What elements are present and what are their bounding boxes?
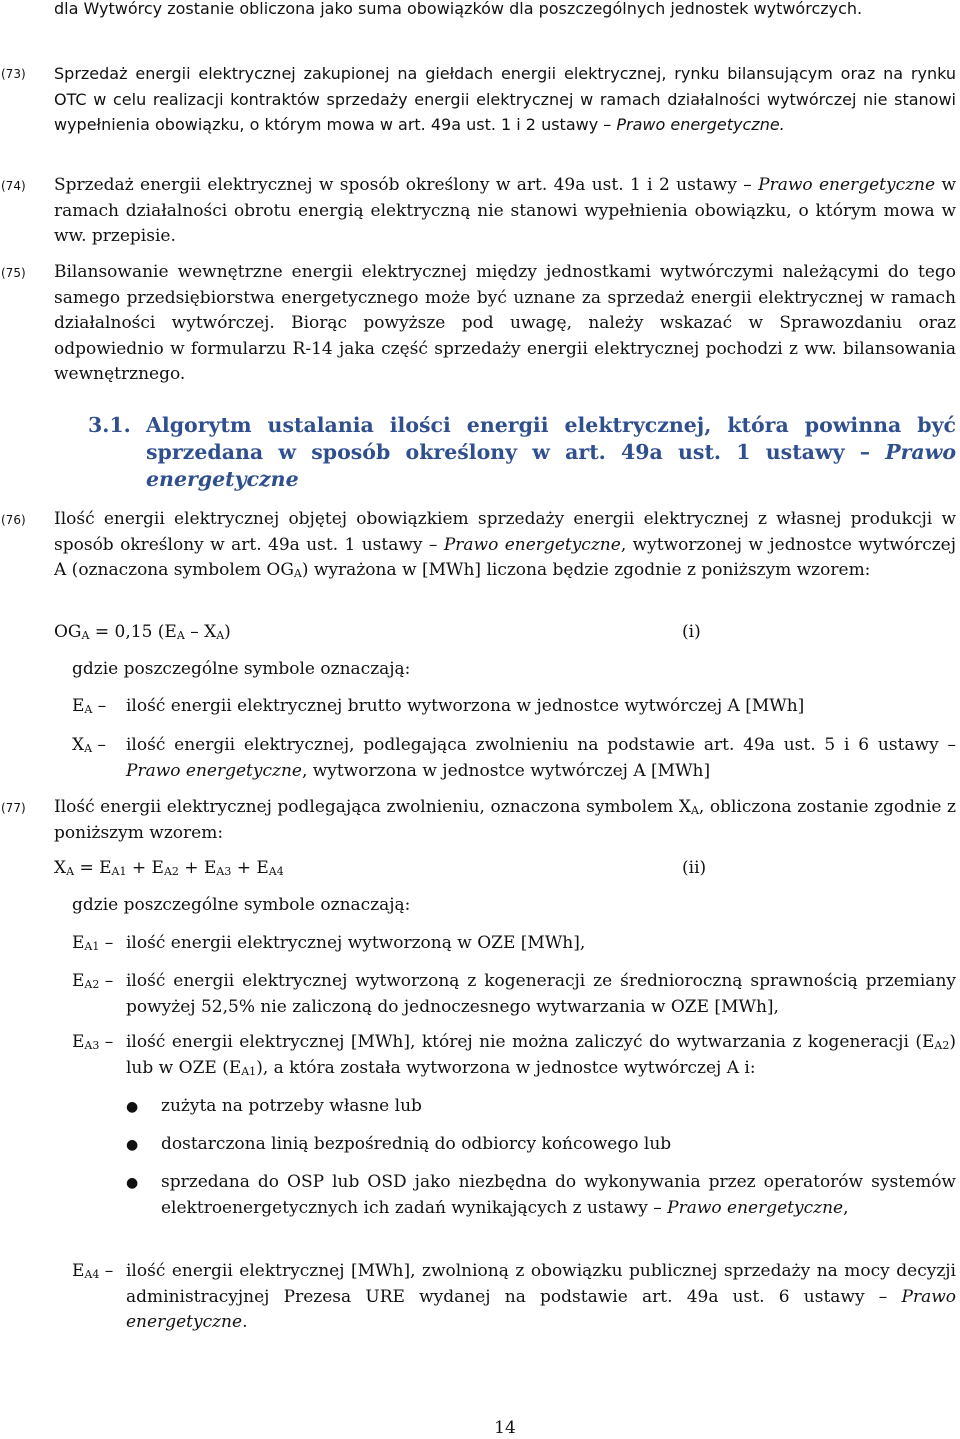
- dash: –: [99, 1261, 114, 1281]
- subscript: A: [66, 865, 75, 878]
- paragraph-74: [1, 173, 956, 250]
- definition-text-end: , wytworzona w jednostce wytwórczej A [MWh]: [301, 760, 711, 781]
- definition-body-ea: ilość energii elektrycznej brutto wytworzona w jednostce wytwórczej A [MWh]: [126, 696, 805, 716]
- symbol: E: [72, 971, 85, 991]
- section-number: 3.1.: [88, 413, 131, 437]
- subscript: A4: [84, 1268, 100, 1281]
- definition-term-xa: [72, 733, 106, 759]
- definition-term-ea2: [72, 969, 113, 995]
- formula-part: – X: [184, 622, 217, 642]
- subscript: A1: [84, 940, 100, 953]
- formula-symbol: X: [54, 858, 67, 878]
- subscript: A1: [241, 1064, 257, 1078]
- definition-text: ilość energii elektrycznej [MWh], zwolnioną z obowiązku publicznej sprzedaży na mocy decyzji administracyjnej Prezesa URE wydanej na podstawie art. 49a ust. 6 ustawy –: [126, 1261, 956, 1307]
- subscript: A: [216, 629, 225, 642]
- paragraph-number: (77): [1, 801, 26, 815]
- paragraph-76: [1, 507, 957, 584]
- paragraph-text: Bilansowanie wewnętrzne energii elektrycznej między jednostkami wytwórczymi należącymi do tego samego przedsiębiorstwa energetycznego może być uznane za sprzedaż energii elektrycznej w ramach działalności wytwórczej. Biorąc powyższe pod uwagę, należy wskazać w Sprawozdaniu oraz odpowiednio w formularzu R-14 jaka część sprzedaży energii elektrycznej pochodzi z ww. bilansowania wewnętrznego.: [54, 262, 956, 384]
- subscript: A4: [268, 865, 284, 878]
- definition-text: ) lub w OZE (E: [126, 1032, 956, 1078]
- paragraph-73: [1, 61, 956, 138]
- symbols-intro-1: gdzie poszczególne symbole oznaczają:: [72, 659, 411, 679]
- subscript: A: [293, 567, 302, 580]
- paragraph-text: Sprzedaż energii elektrycznej w sposób określony w art. 49a ust. 1 i 2 ustawy –: [54, 175, 752, 195]
- bullet-text: sprzedana do OSP lub OSD jako niezbędna do wykonywania przez operatorów systemów elektroenergetycznych ich zadań wynikających z ustawy –: [161, 1172, 956, 1218]
- symbols-intro-2: gdzie poszczególne symbole oznaczają:: [72, 895, 411, 915]
- subscript: A3: [84, 1039, 100, 1052]
- paragraph-number: (74): [1, 179, 26, 193]
- paragraph-number: (73): [1, 67, 26, 81]
- symbol: E: [72, 696, 85, 716]
- subscript: A3: [216, 865, 232, 878]
- formula-part: + E: [231, 858, 269, 878]
- formula-i: [54, 622, 231, 642]
- definition-text: ilość energii elektrycznej, podlegająca zwolnieniu na podstawie art. 49a ust. 5 i 6 ustawy –: [126, 735, 956, 755]
- section-title: Algorytm ustalania ilości energii elektrycznej, która powinna być sprzedana w sposób określony w art. 49a ust. 1 ustawy –: [146, 413, 956, 464]
- italic-act-name: Prawo energetyczne: [443, 534, 621, 555]
- paragraph-text-end: ) wyrażona w [MWh] liczona będzie zgodnie z poniższym wzorem:: [301, 560, 871, 580]
- symbol: X: [72, 735, 85, 755]
- paragraph-text: Ilość energii elektrycznej objętej obowiązkiem sprzedaży energii elektrycznej z własnej produkcji w sposób określony w art. 49a ust. 1 ustawy –: [54, 509, 956, 555]
- definition-term-ea4: [72, 1259, 113, 1285]
- bullet-item-2: dostarczona linią bezpośrednią do odbiorcy końcowego lub: [161, 1134, 672, 1154]
- formula-symbol: OG: [54, 622, 82, 642]
- subscript: A1: [111, 865, 127, 878]
- definition-term-ea3: [72, 1030, 113, 1056]
- bullet-dot-1: ●: [126, 1099, 139, 1115]
- italic-act-name: Prawo energetyczne: [667, 1197, 844, 1218]
- subscript: A: [81, 629, 90, 642]
- paragraph-text: dla Wytwórcy zostanie obliczona jako suma obowiązków dla poszczególnych jednostek wytwórczych.: [54, 0, 863, 18]
- subscript: A: [84, 703, 93, 716]
- dash: –: [92, 696, 107, 716]
- definition-text-end: ), a która została wytworzona w jednostce wytwórczej A i:: [256, 1057, 756, 1078]
- paragraph-text: Ilość energii elektrycznej podlegająca zwolnieniu, oznaczona symbolem X: [54, 797, 691, 817]
- symbol: E: [72, 1032, 85, 1052]
- bullet-item-3: [161, 1170, 956, 1221]
- definition-body-xa: [126, 733, 956, 784]
- paragraph-text: Sprzedaż energii elektrycznej zakupionej na giełdach energii elektrycznej, rynku bilansującym oraz na rynku OTC w celu realizacji kontraktów sprzedaży energii elektrycznej w ramach działalności wytwórczej nie stanowi wypełnienia obowiązku, o którym mowa w art. 49a ust. 1 i 2 ustawy –: [54, 64, 956, 134]
- subscript: A2: [934, 1039, 950, 1052]
- italic-act-name: Prawo energetyczne: [126, 760, 302, 781]
- formula-ii: [54, 858, 284, 878]
- equation-label-i: (i): [682, 622, 701, 642]
- formula-part: + E: [126, 858, 164, 878]
- definition-body-ea3: [126, 1030, 956, 1081]
- dash: –: [99, 971, 114, 991]
- bullet-item-1: zużyta na potrzeby własne lub: [161, 1096, 422, 1116]
- subscript: A: [84, 742, 93, 755]
- symbol: E: [72, 933, 85, 953]
- formula-part: ): [224, 622, 231, 642]
- subscript: A: [176, 629, 185, 642]
- definition-text-end: .: [242, 1312, 248, 1332]
- paragraph-75: [1, 260, 956, 388]
- paragraph-77: [1, 795, 957, 846]
- definition-term-ea: [72, 694, 106, 720]
- paragraph-text-end: , obliczona zostanie zgodnie z poniższym wzorem:: [54, 797, 957, 843]
- definition-body-ea1: ilość energii elektrycznej wytworzoną w OZE [MWh],: [126, 933, 586, 953]
- equation-label-ii: (ii): [682, 858, 707, 878]
- italic-act-name: Prawo energetyczne: [758, 175, 936, 195]
- page-number: 14: [494, 1418, 516, 1438]
- formula-part: = 0,15 (E: [89, 622, 177, 642]
- section-heading: [88, 412, 957, 493]
- paragraph-number: (75): [1, 266, 26, 280]
- formula-part: = E: [74, 858, 112, 878]
- italic-act-name: Prawo energetyczne: [126, 1286, 957, 1332]
- subscript: A2: [163, 865, 179, 878]
- paragraph-72-tail: [54, 0, 956, 22]
- definition-body-ea4: [126, 1259, 956, 1336]
- paragraph-text-continued: w ramach działalności obrotu energią elektryczną nie stanowi wypełnienia obowiązku, o którym mowa w ww. przepisie.: [54, 175, 956, 246]
- symbol: E: [72, 1261, 85, 1281]
- definition-body-ea2: ilość energii elektrycznej wytworzoną z kogeneracji ze średnioroczną sprawnością przemiany powyżej 52,5% nie zaliczoną do jednoczesnego wytwarzania w OZE [MWh],: [126, 971, 956, 1017]
- bullet-text-end: ,: [843, 1197, 849, 1218]
- formula-part: + E: [178, 858, 217, 878]
- definition-text: ilość energii elektrycznej [MWh], której nie można zaliczyć do wytwarzania z kogeneracji (E: [126, 1032, 935, 1052]
- bullet-dot-2: ●: [126, 1137, 139, 1153]
- subscript: A: [690, 804, 699, 817]
- dash: –: [99, 1032, 114, 1052]
- definition-term-ea1: [72, 931, 113, 957]
- dash: –: [92, 735, 106, 755]
- paragraph-text-continued: , wytworzonej w jednostce wytwórczej A (oznaczona symbolem OG: [54, 534, 957, 580]
- bullet-dot-3: ●: [126, 1175, 139, 1191]
- paragraph-number: (76): [1, 513, 26, 527]
- dash: –: [99, 933, 114, 953]
- italic-act-name: Prawo energetyczne.: [616, 115, 785, 134]
- section-title-italic: Prawo energetyczne: [146, 440, 957, 491]
- subscript: A2: [84, 978, 100, 991]
